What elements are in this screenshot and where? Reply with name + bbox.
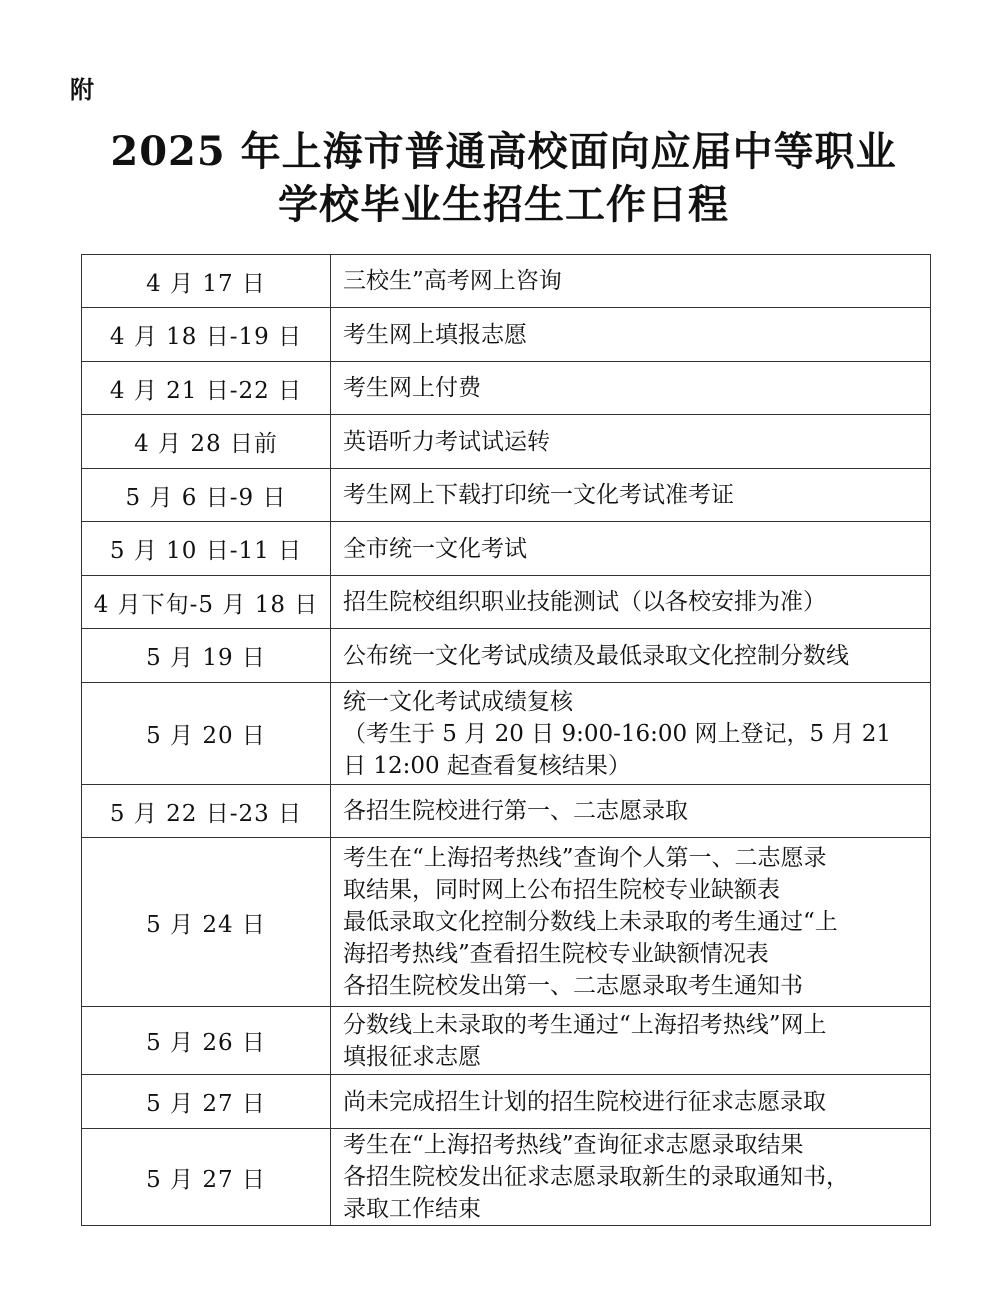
schedule-event-line: 公布统一文化考试成绩及最低录取文化控制分数线 bbox=[343, 642, 849, 669]
schedule-event-line: 考生网上下载打印统一文化考试准考证 bbox=[343, 482, 734, 508]
schedule-date: 5 月 27 日 bbox=[82, 1129, 331, 1226]
schedule-event-line: 最低录取文化控制分数线上未录取的考生通过“上 bbox=[343, 909, 838, 935]
schedule-row bbox=[82, 255, 931, 308]
schedule-row bbox=[82, 415, 931, 469]
schedule-date: 4 月 17 日 bbox=[82, 255, 331, 308]
schedule-event-line: 全市统一文化考试 bbox=[343, 535, 527, 562]
schedule-event bbox=[331, 1129, 931, 1226]
schedule-date: 5 月 10 日-11 日 bbox=[82, 522, 331, 576]
attachment-label: 附 bbox=[70, 76, 94, 104]
schedule-date: 4 月 28 日前 bbox=[82, 415, 331, 469]
schedule-event-line: 英语听力考试试运转 bbox=[343, 428, 550, 455]
schedule-event-line: 尚未完成招生计划的招生院校进行征求志愿录取 bbox=[343, 1088, 826, 1115]
schedule-event bbox=[331, 308, 931, 362]
schedule-row bbox=[82, 1075, 931, 1129]
schedule-event-line: 日 12:00 起查看复核结果） bbox=[343, 752, 631, 779]
schedule-event-line: 各招生院校发出第一、二志愿录取考生通知书 bbox=[343, 973, 803, 999]
schedule-date: 4 月 18 日-19 日 bbox=[82, 308, 331, 362]
schedule-event-line: 考生在“上海招考热线”查询征求志愿录取结果 bbox=[343, 1132, 804, 1158]
schedule-event bbox=[331, 469, 931, 522]
schedule-event bbox=[331, 1075, 931, 1129]
schedule-row bbox=[82, 469, 931, 522]
schedule-table-body bbox=[82, 255, 931, 1226]
schedule-event-line: 录取工作结束 bbox=[343, 1196, 481, 1222]
schedule-date: 5 月 26 日 bbox=[82, 1007, 331, 1075]
schedule-event bbox=[331, 522, 931, 576]
schedule-date: 5 月 19 日 bbox=[82, 629, 331, 683]
schedule-date: 5 月 22 日-23 日 bbox=[82, 785, 331, 838]
schedule-row bbox=[82, 683, 931, 785]
schedule-event bbox=[331, 255, 931, 308]
schedule-event-line: 统一文化考试成绩复核 bbox=[343, 688, 573, 715]
schedule-event-line: 填报征求志愿 bbox=[343, 1043, 481, 1070]
schedule-row bbox=[82, 838, 931, 1007]
schedule-table bbox=[81, 254, 931, 1226]
schedule-row bbox=[82, 629, 931, 683]
schedule-row bbox=[82, 1129, 931, 1226]
schedule-event bbox=[331, 629, 931, 683]
schedule-event-line: 各招生院校发出征求志愿录取新生的录取通知书， bbox=[343, 1164, 849, 1190]
schedule-event-line: 取结果，同时网上公布招生院校专业缺额表 bbox=[343, 877, 780, 903]
schedule-row bbox=[82, 1007, 931, 1075]
schedule-event bbox=[331, 785, 931, 838]
schedule-event-line: （考生于 5 月 20 日 9:00-16:00 网上登记，5 月 21 bbox=[343, 720, 891, 747]
schedule-event-line: 海招考热线”查看招生院校专业缺额情况表 bbox=[343, 941, 769, 967]
document-title-line-1: 2025 年上海市普通高校面向应届中等职业 bbox=[110, 128, 897, 175]
schedule-event-line: 分数线上未录取的考生通过“上海招考热线”网上 bbox=[343, 1011, 827, 1038]
schedule-event-line: 三校生”高考网上咨询 bbox=[343, 268, 562, 294]
schedule-date: 5 月 27 日 bbox=[82, 1075, 331, 1129]
schedule-row bbox=[82, 522, 931, 576]
schedule-event-line: 各招生院校进行第一、二志愿录取 bbox=[343, 798, 688, 824]
schedule-row bbox=[82, 576, 931, 629]
schedule-row bbox=[82, 308, 931, 362]
schedule-event bbox=[331, 576, 931, 629]
schedule-date: 5 月 6 日-9 日 bbox=[82, 469, 331, 522]
schedule-event bbox=[331, 415, 931, 469]
schedule-row bbox=[82, 362, 931, 415]
schedule-event-line: 考生网上付费 bbox=[343, 375, 481, 401]
schedule-event bbox=[331, 1007, 931, 1075]
schedule-date: 5 月 20 日 bbox=[82, 683, 331, 785]
schedule-event bbox=[331, 362, 931, 415]
schedule-date: 5 月 24 日 bbox=[82, 838, 331, 1007]
schedule-event bbox=[331, 683, 931, 785]
schedule-event-line: 考生网上填报志愿 bbox=[343, 321, 527, 348]
schedule-event-line: 考生在“上海招考热线”查询个人第一、二志愿录 bbox=[343, 845, 827, 871]
schedule-event-line: 招生院校组织职业技能测试（以各校安排为准） bbox=[343, 589, 826, 615]
schedule-event bbox=[331, 838, 931, 1007]
schedule-row bbox=[82, 785, 931, 838]
schedule-date: 4 月下旬-5 月 18 日 bbox=[82, 576, 331, 629]
document-title-line-2: 学校毕业生招生工作日程 bbox=[278, 181, 729, 228]
schedule-date: 4 月 21 日-22 日 bbox=[82, 362, 331, 415]
